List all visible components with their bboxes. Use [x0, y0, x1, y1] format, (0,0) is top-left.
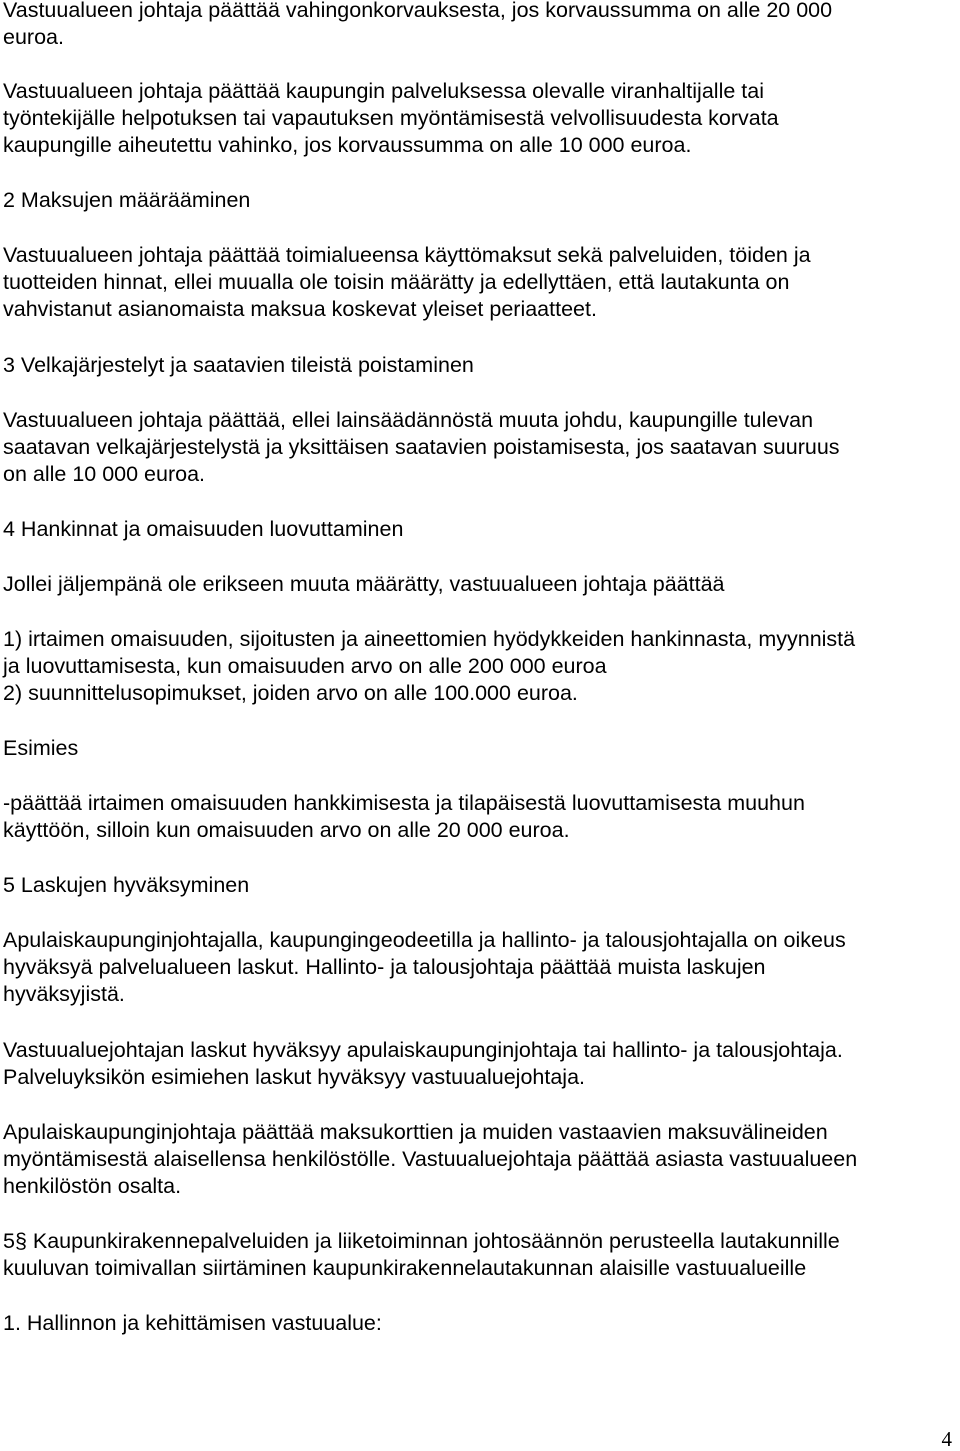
- section-heading: kuuluvan toimivallan siirtäminen kaupunkirakennelautakunnan alaisille vastuualueille: [3, 1256, 807, 1280]
- paragraph-line: Jollei jäljempänä ole erikseen muuta määrätty, vastuualueen johtaja päättää: [3, 572, 725, 596]
- list-item-line: 1) irtaimen omaisuuden, sijoitusten ja aineettomien hyödykkeiden hankinnasta, myynnistä: [3, 627, 856, 651]
- paragraph-line: Palveluyksikön esimiehen laskut hyväksyy vastuualuejohtaja.: [3, 1065, 586, 1089]
- paragraph-line: euroa.: [3, 25, 64, 49]
- section-heading: 4 Hankinnat ja omaisuuden luovuttaminen: [3, 517, 404, 541]
- paragraph-line: saatavan velkajärjestelystä ja yksittäisen saatavien poistamisesta, jos saatavan suuruus: [3, 435, 840, 459]
- list-item-line: ja luovuttamisesta, kun omaisuuden arvo on alle 200 000 euroa: [3, 654, 607, 678]
- paragraph-line: hyväksyjistä.: [3, 982, 125, 1006]
- paragraph-line: vahvistanut asianomaista maksua koskevat yleiset periaatteet.: [3, 297, 597, 321]
- paragraph-line: työntekijälle helpotuksen tai vapautuksen myöntämisestä velvollisuudesta korvata: [3, 106, 779, 130]
- paragraph-line: tuotteiden hinnat, ellei muualla ole toisin määrätty ja edellyttäen, että lautakunta on: [3, 270, 790, 294]
- paragraph-line: kaupungille aiheutettu vahinko, jos korvaussumma on alle 10 000 euroa.: [3, 133, 692, 157]
- paragraph-line: Vastuualueen johtaja päättää kaupungin palveluksessa olevalle viranhaltijalle tai: [3, 79, 764, 103]
- paragraph-line: Vastuualueen johtaja päättää toimialueensa käyttömaksut sekä palveluiden, töiden ja: [3, 243, 811, 267]
- paragraph-line: Apulaiskaupunginjohtaja päättää maksukorttien ja muiden vastaavien maksuvälineiden: [3, 1120, 828, 1144]
- section-heading: 3 Velkajärjestelyt ja saatavien tileistä poistaminen: [3, 353, 474, 377]
- paragraph-line: hyväksyä palvelualueen laskut. Hallinto- ja talousjohtaja päättää muista laskujen: [3, 955, 766, 979]
- section-heading: 5 Laskujen hyväksyminen: [3, 873, 250, 897]
- paragraph-line: henkilöstön osalta.: [3, 1174, 182, 1198]
- subsection-heading: 1. Hallinnon ja kehittämisen vastuualue:: [3, 1311, 382, 1335]
- paragraph-line: Vastuualueen johtaja päättää vahingonkorvauksesta, jos korvaussumma on alle 20 000: [3, 0, 833, 22]
- paragraph-line: Vastuualuejohtajan laskut hyväksyy apulaiskaupunginjohtaja tai hallinto- ja talousjohtaja.: [3, 1038, 843, 1062]
- section-heading: 2 Maksujen määrääminen: [3, 188, 251, 212]
- paragraph-line: myöntämisestä alaisellensa henkilöstölle. Vastuualuejohtaja päättää asiasta vastuualueen: [3, 1147, 858, 1171]
- section-heading: 5§ Kaupunkirakennepalveluiden ja liiketoiminnan johtosäännön perusteella lautakunnille: [3, 1229, 840, 1253]
- paragraph-line: Vastuualueen johtaja päättää, ellei lainsäädännöstä muuta johdu, kaupungille tulevan: [3, 408, 814, 432]
- section-heading: Esimies: [3, 736, 79, 760]
- list-item-line: 2) suunnittelusopimukset, joiden arvo on alle 100.000 euroa.: [3, 681, 578, 705]
- paragraph-line: on alle 10 000 euroa.: [3, 462, 206, 486]
- paragraph-line: Apulaiskaupunginjohtajalla, kaupungingeodeetilla ja hallinto- ja talousjohtajalla on oikeus: [3, 928, 846, 952]
- paragraph-line: -päättää irtaimen omaisuuden hankkimisesta ja tilapäisestä luovuttamisesta muuhun: [3, 791, 805, 815]
- page-number: 4: [941, 1427, 952, 1451]
- paragraph-line: käyttöön, silloin kun omaisuuden arvo on alle 20 000 euroa.: [3, 818, 570, 842]
